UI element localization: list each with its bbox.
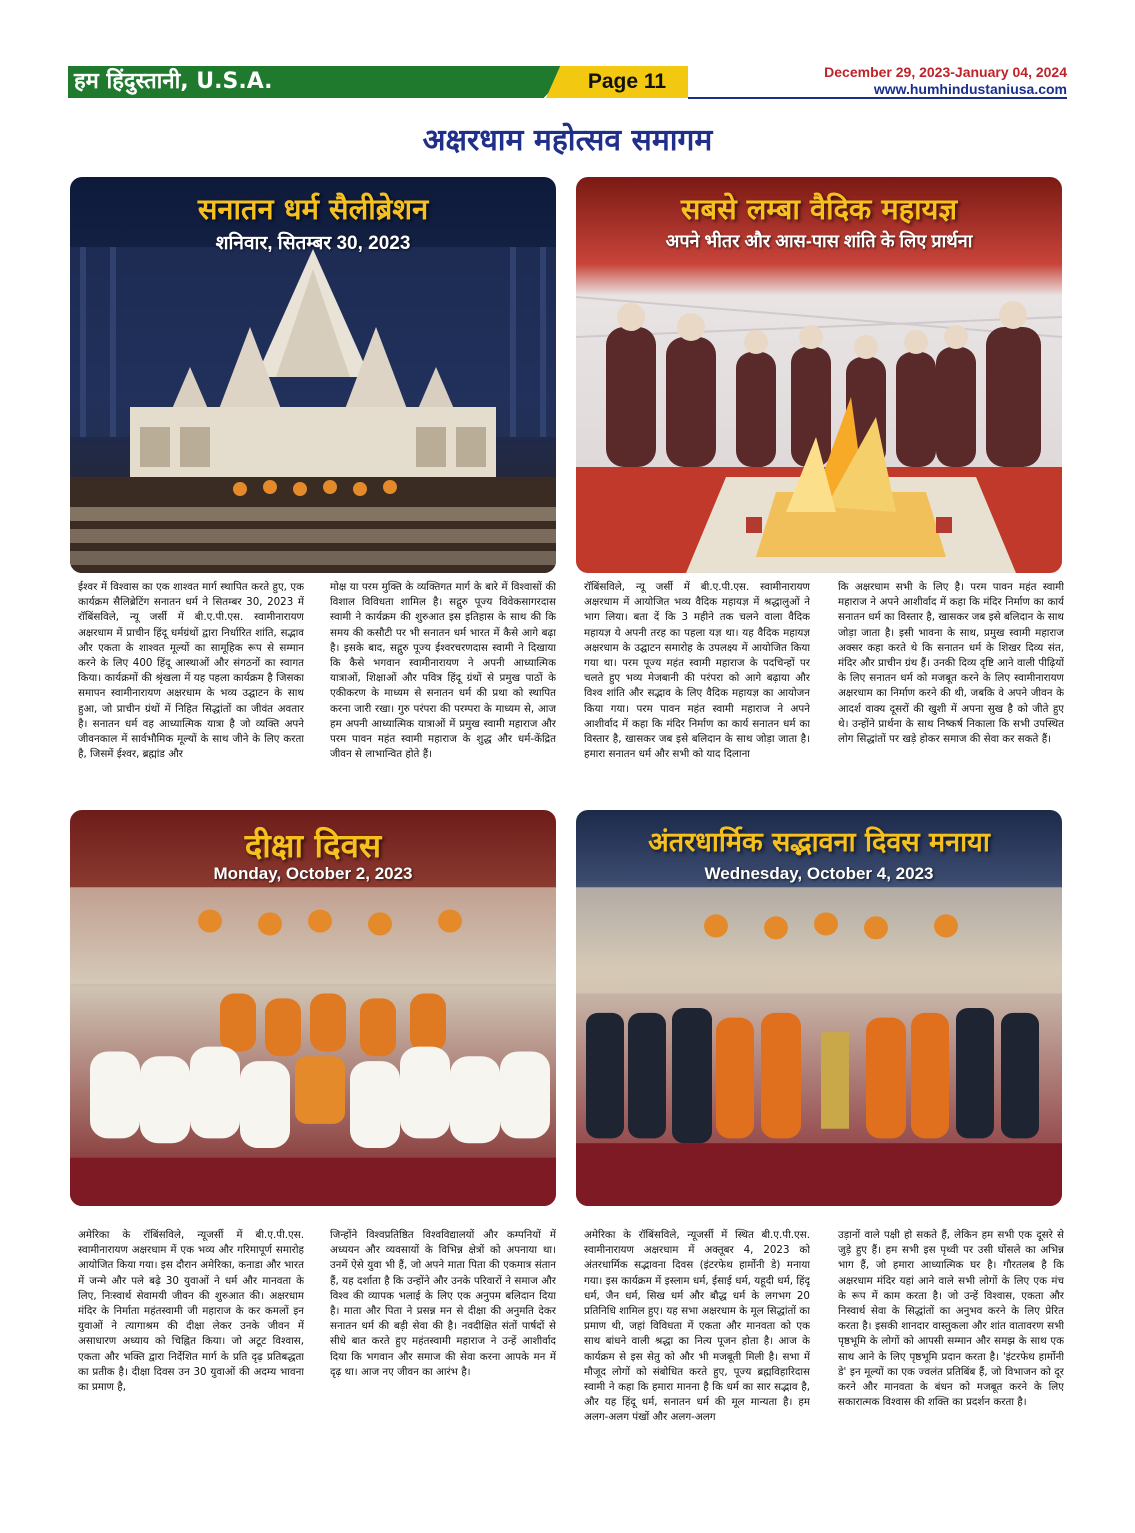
section-subtitle: Wednesday, October 4, 2023 [704, 864, 934, 883]
photo-panel-diksha [70, 810, 556, 1206]
page-heading: अक्षरधाम महोत्सव समागम [422, 123, 713, 158]
page-number: Page 11 [587, 70, 667, 93]
photo-panel-interfaith [576, 810, 1062, 1206]
article-column: कि अक्षरधाम सभी के लिए है। परम पावन महंत स्वामी महाराज ने अपने आशीर्वाद में कहा कि मंदिर निर्माण का कार्य सनातन धर्म का विस्तार है, खासकर जब इसे बलिदान के साथ जोड़ा जाता है। इसी भावना के साथ, प्रमुख स्वामी महाराज अक्सर कहा करते थे कि सनातन धर्म के शिखर दिव्य संत, मंदिर और प्राचीन ग्रंथ हैं। उनकी दिव्य दृष्टि आने वाली पीढ़ियों के लिए सनातन धर्म को मजबूत करने के लिए स्वामीनारायण अक्षरधाम का निर्माण करने की थी, जबकि वे अपने जीवन के आदर्श वाक्य दूसरों की खुशी में अपना सुख है को जीते हुए थे। उन्होंने प्रार्थना के साथ निष्कर्ष निकाला कि सभी उपस्थित लोग सिद्धांतों पर खड़े होकर समाज की सेवा कर सकते हैं। [838, 581, 1064, 746]
masthead-rule [688, 97, 1067, 99]
section-subtitle: अपने भीतर और आस-पास शांति के लिए प्रार्थना [665, 231, 973, 251]
article-column: अमेरिका के रॉबिंसविले, न्यूजर्सी में स्थित बी.ए.पी.एस. स्वामीनारायण अक्षरधाम में अक्तूबर 4, 2023 को अंतरधार्मिक सद्भावना दिवस (इंटरफेथ हार्मोनी डे) मनाया गया। इस कार्यक्रम में इस्लाम धर्म, ईसाई धर्म, यहूदी धर्म, हिंदू धर्म, जैन धर्म, सिख धर्म और बौद्ध धर्म के लगभग 20 प्रतिनिधि शामिल हुए। यह सभा अक्षरधाम के मूल सिद्धांतों का प्रमाण थी, जहां विविधता में एकता और मानवता को एक साथ बांधने वाली श्रद्धा का नित्य पूजन होता है। आज के कार्यक्रम से इस सेतु को और भी मजबूती मिली है। सभा में मौजूद लोगों को संबोधित करते हुए, पूज्य ब्रह्मविहारिदास स्वामी ने कहा कि हमारा मानना है कि धर्म का सार सद्भाव है, और यह हिंदू धर्म, सनातन धर्म की मूल मान्यता है। हम अलग-अलग पंखों और अलग-अलग [584, 1229, 810, 1424]
issue-date: December 29, 2023-January 04, 2024 [824, 64, 1067, 80]
newspaper-title: हम हिंदुस्तानी, U.S.A. [74, 69, 273, 94]
section-subtitle: Monday, October 2, 2023 [213, 864, 413, 883]
article-column: अमेरिका के रॉबिंसविले, न्यूजर्सी में बी.ए.पी.एस. स्वामीनारायण अक्षरधाम में एक भव्य और गरिमापूर्ण समारोह आयोजित किया गया। इस दौरान अमेरिका, कनाडा और भारत में जन्मे और पले बढ़े 30 युवाओं ने धर्म और मानवता के लिए, निःस्वार्थ सेवामयी जीवन की शुरुआत की। अक्षरधाम मंदिर के निर्माता महंतस्वामी जी महाराज के कर कमलों इन युवाओं ने त्यागाश्रम की दीक्षा लेकर उनके जीवन में असाधारण अध्याय को चिह्नित किया। जो अटूट विश्वास, एकता और भक्ति द्वारा निर्देशित मार्ग के प्रति दृढ़ प्रतिबद्धता का प्रतीक है। दीक्षा दिवस उन 30 युवाओं की अदम्य भावना का प्रमाण है, [78, 1229, 304, 1394]
article-column: उड़ानों वाले पक्षी हो सकते हैं, लेकिन हम सभी एक दूसरे से जुड़े हुए हैं। हम सभी इस पृथ्वी पर उसी घोंसले का अभिन्न भाग हैं, जो हमारा आध्यात्मिक घर है। गौरतलब है कि अक्षरधाम मंदिर यहां आने वाले सभी लोगों के लिए एक मंच के रूप में काम करता है। जो उन्हें विश्वास, एकता और निस्वार्थ सेवा के सिद्धांतों का अनुभव करने के लिए प्रेरित करता है। इसकी शानदार वास्तुकला और शांत वातावरण सभी पृष्ठभूमि के लोगों को आपसी सम्मान और समझ के साथ एक साथ आने के लिए पृष्ठभूमि प्रदान करता है। 'इंटरफेथ हार्मोनी डे' इन मूल्यों का एक ज्वलंत प्रतिबिंब हैं, जो विभाजन को दूर करने और मानवता के बंधन को मजबूत करने के लिए सकारात्मक विश्वास की शक्ति का प्रदर्शन करता है। [838, 1229, 1064, 1409]
article-column: मोक्ष या परम मुक्ति के व्यक्तिगत मार्ग के बारे में विश्वासों की विशाल विविधता शामिल है। सद्गुरु पूज्य विवेकसागरदास स्वामी ने कार्यक्रम की शुरुआत इस इतिहास के साथ की कि समय की कसौटी पर भी सनातन धर्म भारत में कैसे आगे बढ़ा है। इसके बाद, सद्गुरु पूज्य ईश्वरचरणदास स्वामी ने दिखाया कि कैसे भगवान स्वामीनारायण ने अपनी आध्यात्मिक यात्राओं, शिक्षाओं और पवित्र हिंदू ग्रंथों से प्रमुख पाठों के एकीकरण के माध्यम से सनातन धर्म की प्रथा को स्थापित करना जारी रखा। गुरु परंपरा की परम्परा के माध्यम से, आज हम अपनी आध्यात्मिक यात्राओं में प्रमुख स्वामी महाराज और परम पावन महंत स्वामी महाराज के शुद्ध और धर्म-केंद्रित जीवन से लाभान्वित होते हैं। [330, 581, 556, 761]
section-title: दीक्षा दिवस [244, 826, 382, 865]
section-subtitle: शनिवार, सितम्बर 30, 2023 [215, 233, 411, 254]
article-column: ईश्वर में विश्वास का एक शाश्वत मार्ग स्थापित करते हुए, एक कार्यक्रम सैलिब्रेटिंग सनातन धर्म ने सितम्बर 30, 2023 में रॉबिंसविले, न्यू जर्सी में बी.ए.पी.एस. स्वामीनारायण अक्षरधाम में प्राचीन हिंदू धर्मग्रंथों द्वारा निर्धारित शांति, सद्भाव और एकता के शाश्वत मूल्यों का सामूहिक रूप से सम्मान करने के लिए 400 हिंदू आस्थाओं और संगठनों का स्वागत किया। कार्यक्रमों की श्रृंखला में यह पहला कार्यक्रम है जिसका समापन स्वामीनारायण अक्षरधाम के भव्य उद्घाटन के साथ हुआ, जो प्राचीन ग्रंथों में निहित सिद्धांतों का जीवंत अवतार है। सनातन धर्म वह आध्यात्मिक यात्रा है जो व्यक्ति अपने जीवनकाल में सार्वभौमिक मूल्यों के साथ जीने के लिए करता है, जिसमें ईश्वर, ब्रह्मांड और [78, 581, 304, 761]
section-title: अंतरधार्मिक सद्भावना दिवस मनाया [648, 827, 990, 858]
article-column: रॉबिंसविले, न्यू जर्सी में बी.ए.पी.एस. स्वामीनारायण अक्षरधाम में आयोजित भव्य वैदिक महायज्ञ में श्रद्धालुओं ने भाग लिया। बता दें कि 3 महीने तक चलने वाला वैदिक महायज्ञ ये अपनी तरह का पहला यज्ञ था। यह वैदिक महायज्ञ अक्षरधाम के उद्घाटन समारोह के उपलक्ष्य में आयोजित किया गया था। परम पूज्य महंत स्वामी महाराज के पदचिन्हों पर चलते हुए भव्य मेजबानी की परंपरा को आगे बढ़ाया और विश्व शांति और सद्भाव के लिए वैदिक महायज्ञ का आयोजन किया गया। परम पावन महंत स्वामी महाराज ने अपने आशीर्वाद में कहा कि मंदिर निर्माण का कार्य सनातन धर्म का विस्तार है, खासकर जब इसे बलिदान के साथ जोड़ा जाता है। हमारा सनातन धर्म और सभी को याद दिलाना [584, 581, 810, 761]
photo-panel-yagna [576, 177, 1062, 573]
article-column: जिन्होंने विश्वप्रतिष्ठित विश्वविद्यालयों और कम्पनियों में अध्ययन और व्यवसायों के विभिन्न क्षेत्रों को अपनाया था। उनमें ऐसे युवा भी हैं, जो अपने माता पिता की एकमात्र संतान हैं, यह दर्शाता है कि उन्होंने और उनके परिवारों ने समाज और विश्व की व्यापक भलाई के लिए एक अनुपम बलिदान दिया है। माता और पिता ने प्रसन्न मन से दीक्षा की अनुमति देकर सनातन धर्म की बड़ी सेवा की है। नवदीक्षित संतों पार्षदों से सीधे बात करते हुए महंतस्वामी महाराज ने उन्हें आशीर्वाद दिया कि भगवान और समाज की सेवा करना आपके मन में दृढ़ था। आज नए जीवन का आरंभ है। [330, 1229, 556, 1378]
website-url[interactable]: www.humhindustaniusa.com [873, 81, 1067, 97]
photo-panel-sanatan [70, 177, 556, 573]
section-title: सनातन धर्म सैलीब्रेशन [197, 192, 429, 226]
section-title: सबसे लम्बा वैदिक महायज्ञ [680, 192, 958, 226]
